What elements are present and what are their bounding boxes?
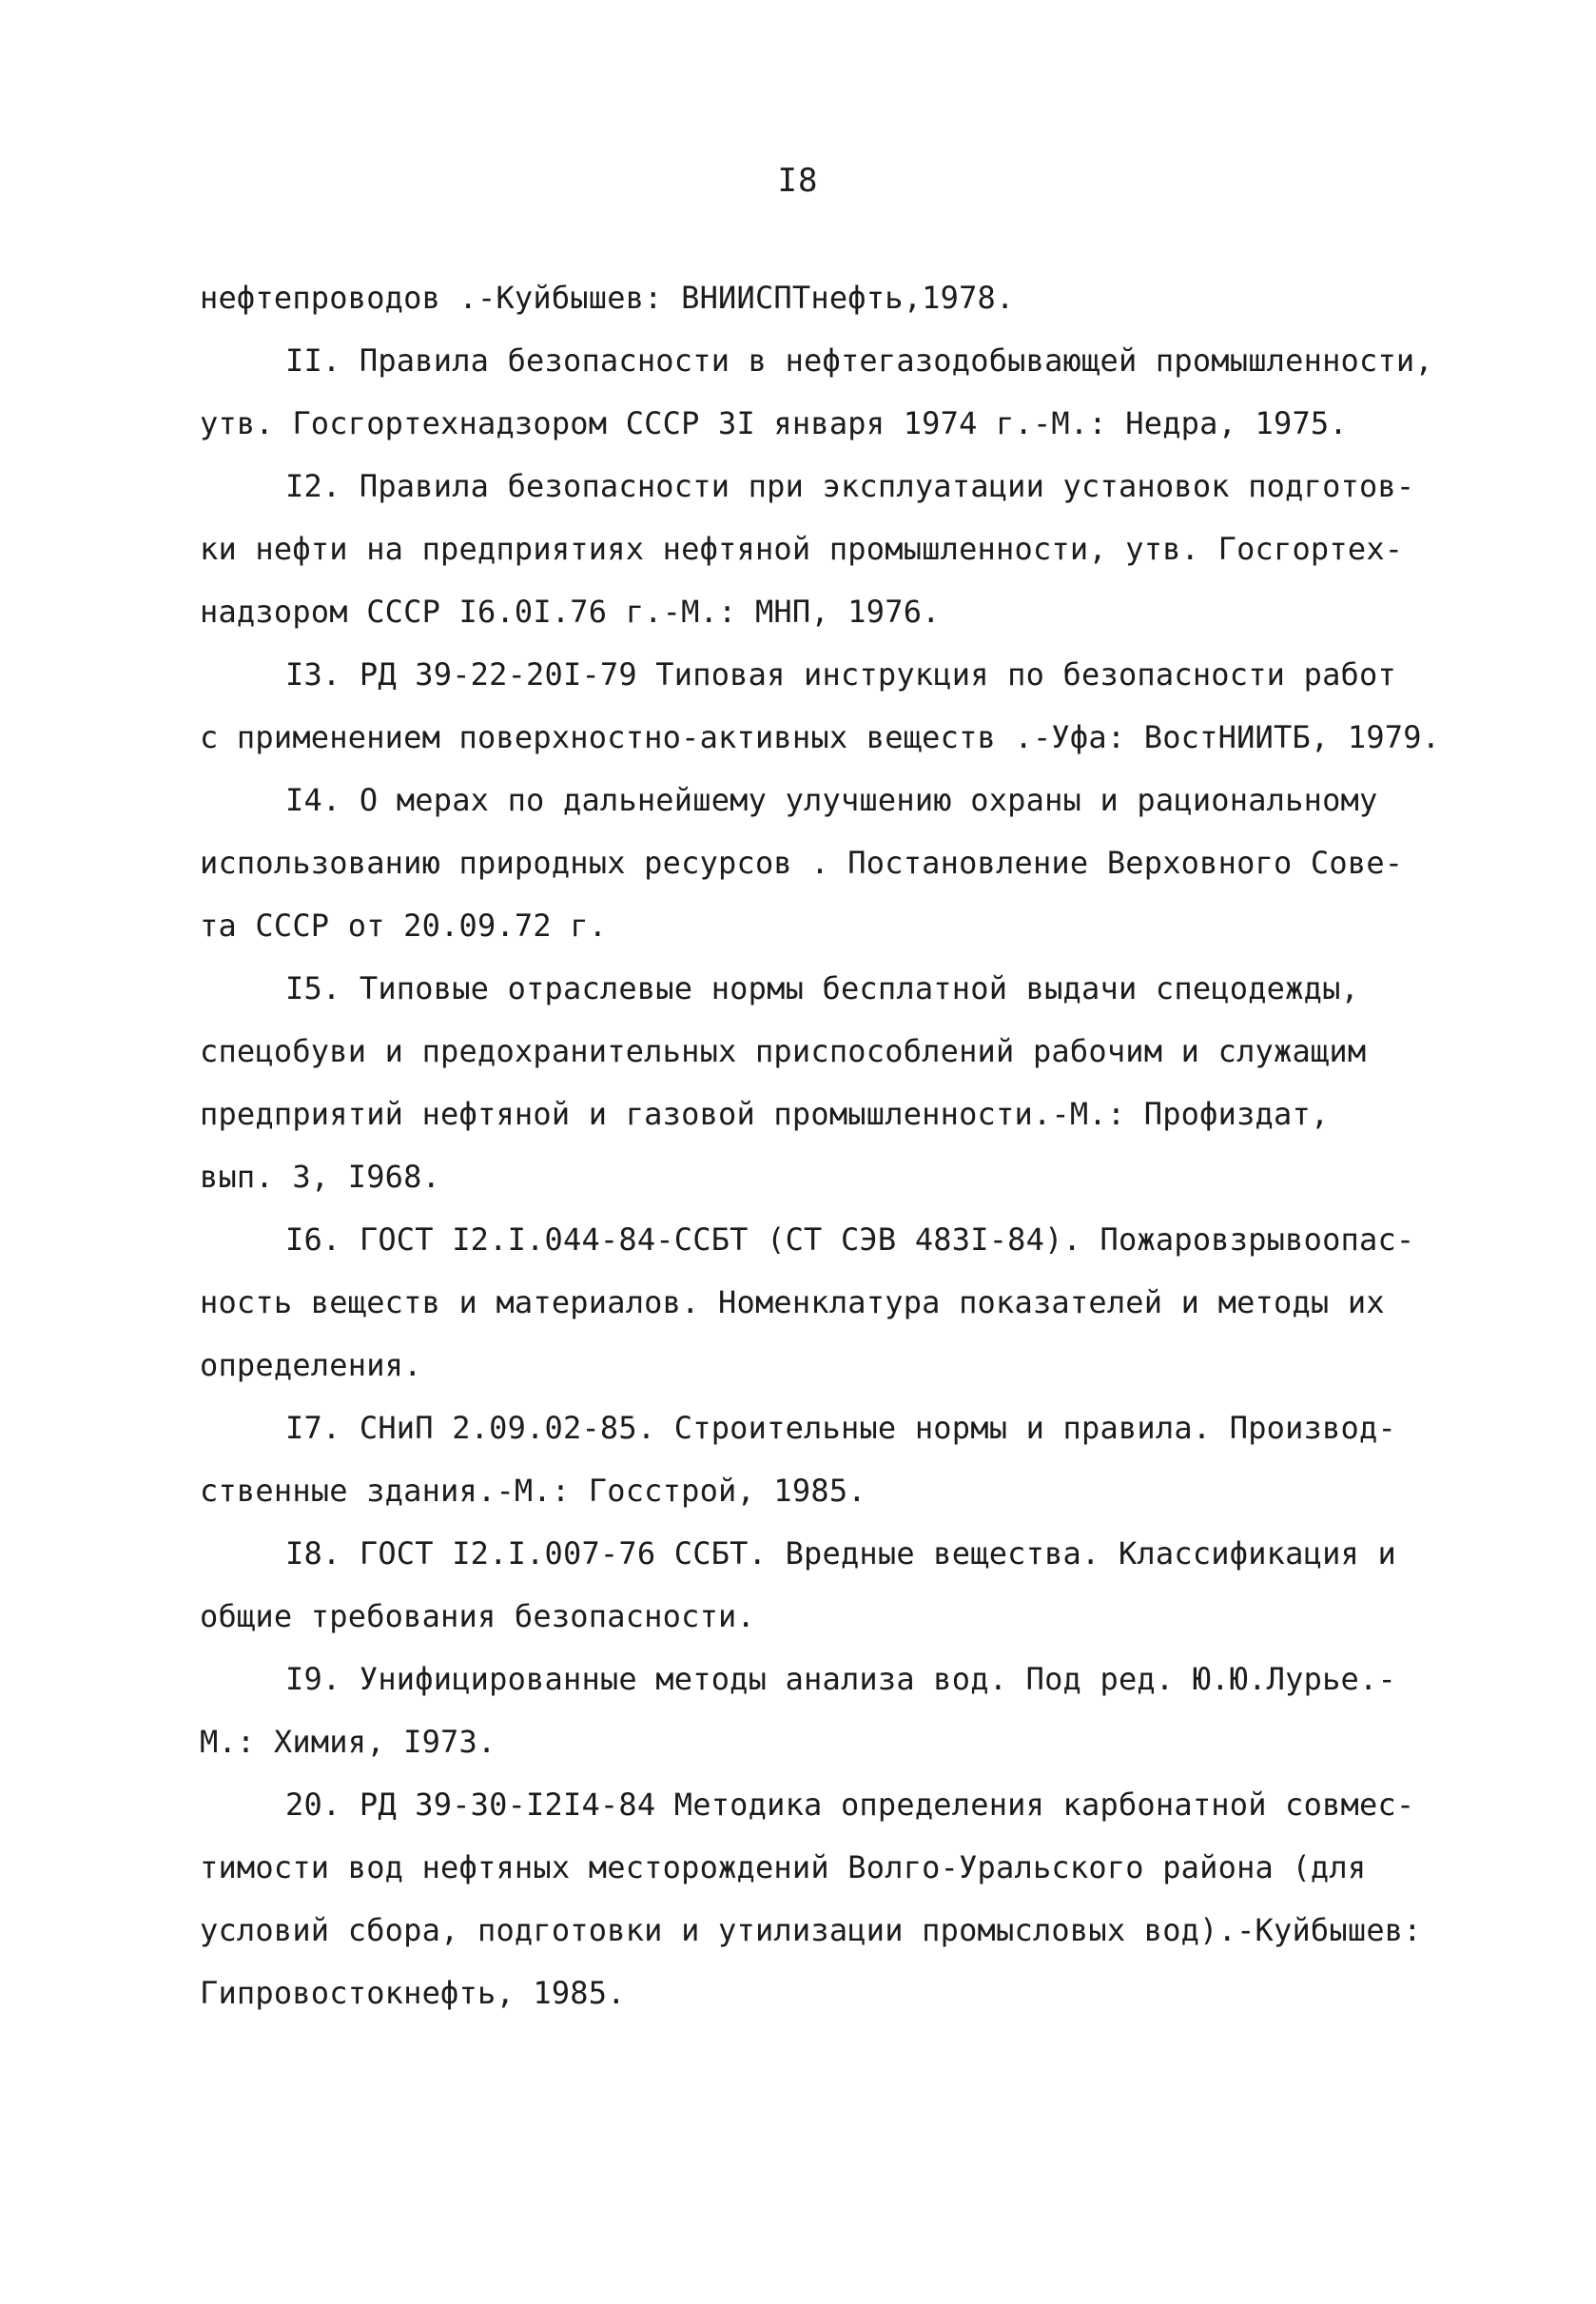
text-line: надзором СССР I6.0I.76 г.-М.: МНП, 1976.	[200, 594, 941, 630]
text-line: II. Правила безопасности в нефтегазодобывающей промышленности,	[285, 342, 1433, 379]
text-line: I6. ГОСТ I2.I.044-84-ССБТ (СТ СЭВ 483I-84). Пожаровзрывоопас-	[285, 1221, 1415, 1258]
text-line: I8. ГОСТ I2.I.007-76 ССБТ. Вредные вещества. Классификация и	[285, 1535, 1396, 1572]
text-line: использованию природных ресурсов . Постановление Верховного Сове-	[200, 845, 1404, 881]
text-line: ки нефти на предприятиях нефтяной промышленности, утв. Госгортех-	[200, 531, 1404, 567]
text-line: условий сбора, подготовки и утилизации промысловых вод).-Куйбышев:	[200, 1912, 1422, 1948]
text-line: 20. РД 39-30-I2I4-84 Методика определения карбонатной совмес-	[285, 1787, 1415, 1823]
text-line: I4. О мерах по дальнейшему улучшению охраны и рациональному	[285, 782, 1378, 818]
text-line: I5. Типовые отраслевые нормы бесплатной выдачи спецодежды,	[285, 970, 1360, 1006]
text-line: общие требования безопасности.	[200, 1598, 755, 1634]
text-line: ственные здания.-М.: Госстрой, 1985.	[200, 1473, 866, 1509]
text-line: Гипровостокнефть, 1985.	[200, 1975, 626, 2011]
text-line: I2. Правила безопасности при эксплуатации установок подготов-	[285, 468, 1415, 504]
text-line: тимости вод нефтяных месторождений Волго-Уральского района (для	[200, 1849, 1367, 1885]
text-line: нефтепроводов .-Куйбышев: ВНИИСПТнефть,1978.	[200, 280, 1015, 316]
text-line: I9. Унифицированные методы анализа вод. Под ред. Ю.Ю.Лурье.-	[285, 1661, 1396, 1697]
text-line: ность веществ и материалов. Номенклатура показателей и методы их	[200, 1284, 1385, 1320]
text-line: М.: Химия, I973.	[200, 1724, 496, 1760]
text-line: I7. СНиП 2.09.02-85. Строительные нормы и правила. Производ-	[285, 1410, 1396, 1446]
text-line: вып. 3, I968.	[200, 1159, 441, 1195]
text-line: определения.	[200, 1347, 422, 1383]
text-line: спецобуви и предохранительных приспособлений рабочим и служащим	[200, 1033, 1367, 1069]
text-line: утв. Госгортехнадзором СССР 3I января 1974 г.-М.: Недра, 1975.	[200, 405, 1348, 441]
reference-list	[200, 266, 1484, 2024]
text-line: предприятий нефтяной и газовой промышленности.-М.: Профиздат,	[200, 1096, 1330, 1132]
text-line: с применением поверхностно-активных веществ .-Уфа: ВостНИИТБ, 1979.	[200, 719, 1441, 755]
text-line: та СССР от 20.09.72 г.	[200, 908, 608, 944]
text-line: I3. РД 39-22-20I-79 Типовая инструкция по безопасности работ	[285, 656, 1396, 693]
page-number: I8	[777, 162, 819, 200]
